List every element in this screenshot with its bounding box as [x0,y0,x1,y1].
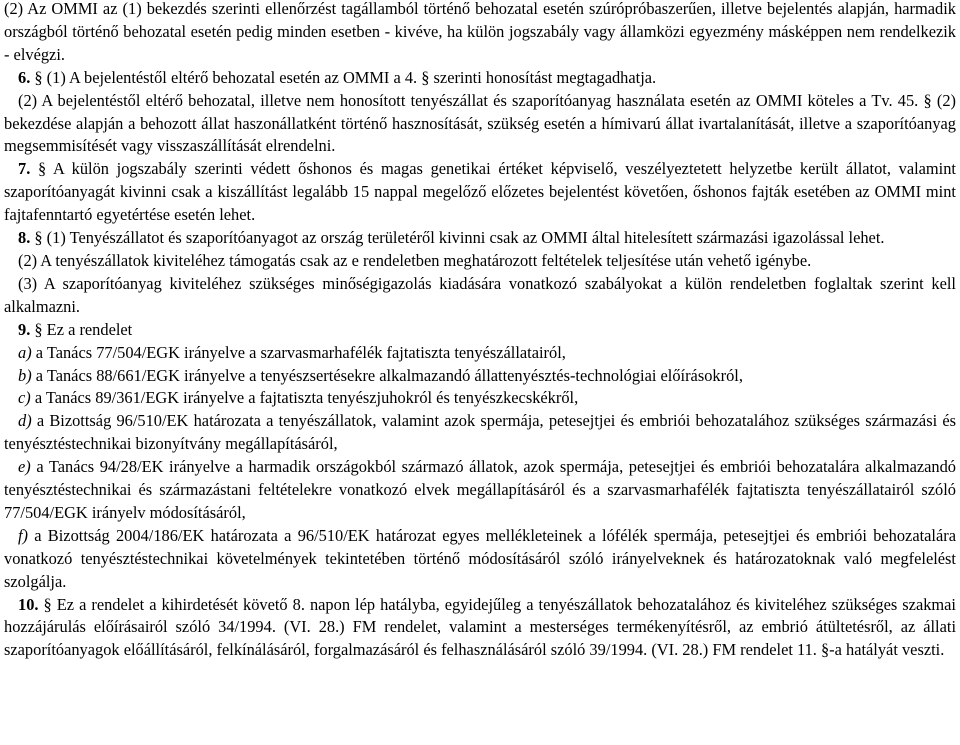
section-6-paragraph-2: (2) A bejelentéstől eltérő behozatal, illetve nem honosított tenyészállat és szaporítóanyag használata esetén az OMMI köteles a Tv. 45. § (2) bekezdése alapján a behozott állat haszonállatként történő hasznosítását, szükség esetén a hímivarú állat ivartalanítását, illetve a szaporítóanyag megsemmisítését vagy visszaszállítását elrendelni. [4,90,956,156]
list-marker: e) [18,457,31,477]
section-6-paragraph-1: 6. § (1) A bejelentéstől eltérő behozatal esetén az OMMI a 4. § szerinti honosítást megtagadhatja. [18,67,657,87]
section-8-paragraph-2: (2) A tenyészállatok kiviteléhez támogatás csak az e rendeletben meghatározott feltételek teljesítése után vehető igénybe. [18,250,812,270]
list-item-c: c) a Tanács 89/361/EGK irányelve a fajtatiszta tenyészjuhokról és tenyészkecskékről, [18,388,579,408]
paragraph-2-ommi-inspection: (2) Az OMMI az (1) bekezdés szerinti ellenőrzést tagállamból történő behozatal esetén szúrópróbaszerűen, illetve bejelentés alapján, harmadik országból történő behozatal esetén pedig minden esetben - kivéve, ha külön jogszabály vagy államközi egyezmény másképpen nem rendelkezik - elvégzi. [4,0,956,64]
section-number: 6. [18,67,35,87]
list-marker: f) [18,525,29,545]
section-number: 7. [18,159,38,179]
list-marker: c) [18,388,31,408]
section-number: 10. [18,594,44,614]
list-item-b: b) a Tanács 88/661/EGK irányelve a tenyészsertésekre alkalmazandó állattenyésztés-technológiai előírásokról, [18,365,743,385]
list-item-a: a) a Tanács 77/504/EGK irányelve a szarvasmarhafélék fajtatiszta tenyészállatairól, [18,342,566,362]
section-10: 10. § Ez a rendelet a kihirdetését követő 8. napon lép hatályba, egyidejűleg a tenyészállatok behozatalához és kiviteléhez szükséges szakmai hozzájárulás előírásairól szóló 34/1994. (VI. 28.) FM rendelet, valamint a mesterséges termékenyítésről, az embrió átültetésről, az állati szaporítóanyagok előállításáról, felkínálásáról, forgalmazásáról és felhasználásáról szóló 39/1994. (VI. 28.) FM rendelet 11. §-a hatályát veszti. [4,594,956,660]
list-item-f: f) a Bizottság 2004/186/EK határozata a 96/510/EK határozat egyes mellékleteinek a lófélék spermája, petesejtjei és embriói behozatalára vonatkozó tenyésztéstechnikai követelmények tekintetében történő módosításáról szóló irányelveknek és határozatoknak való megfelelést szolgálja. [4,525,956,591]
list-marker: b) [18,365,32,385]
list-item-e: e) a Tanács 94/28/EK irányelve a harmadik országokból származó állatok, azok spermája, petesejtjei és embriói behozatalára alkalmazandó tenyésztéstechnikai és származástani feltételekre vonatkozó elvek megállapításáról és a szarvasmarhafélék fajtatiszta tenyészállatairól szóló 77/504/EGK irányelv módosításáról, [4,457,956,522]
section-9-intro: 9. § Ez a rendelet [18,319,133,339]
section-number: 8. [18,228,35,248]
section-number: 9. [18,319,35,339]
section-8-paragraph-3: (3) A szaporítóanyag kiviteléhez szükséges minőségigazolás kiadására vonatkozó szabályokat a külön rendeletben foglaltak szerint kell alkalmazni. [4,273,956,316]
section-8-paragraph-1: 8. § (1) Tenyészállatot és szaporítóanyagot az ország területéről kivinni csak az OMMI által hitelesített származási igazolással lehet. [18,228,885,248]
section-7: 7. § A külön jogszabály szerinti védett őshonos és magas genetikai értéket képviselő, veszélyeztetett helyzetbe került állatot, valamint szaporítóanyagát kivinni csak a kiszállítást legalább 15 nappal megelőző előzetes bejelentést követően, őshonos fajták esetében az OMMI mint fajtafenntartó egyetértése esetén lehet. [4,159,956,225]
list-item-d: d) a Bizottság 96/510/EK határozata a tenyészállatok, valamint azok spermája, petesejtjei és embriói behozatalához szükséges származási és tenyésztéstechnikai bizonyítvány megállapításáról, [4,411,956,454]
list-marker: a) [18,342,32,362]
list-marker: d) [18,411,32,431]
